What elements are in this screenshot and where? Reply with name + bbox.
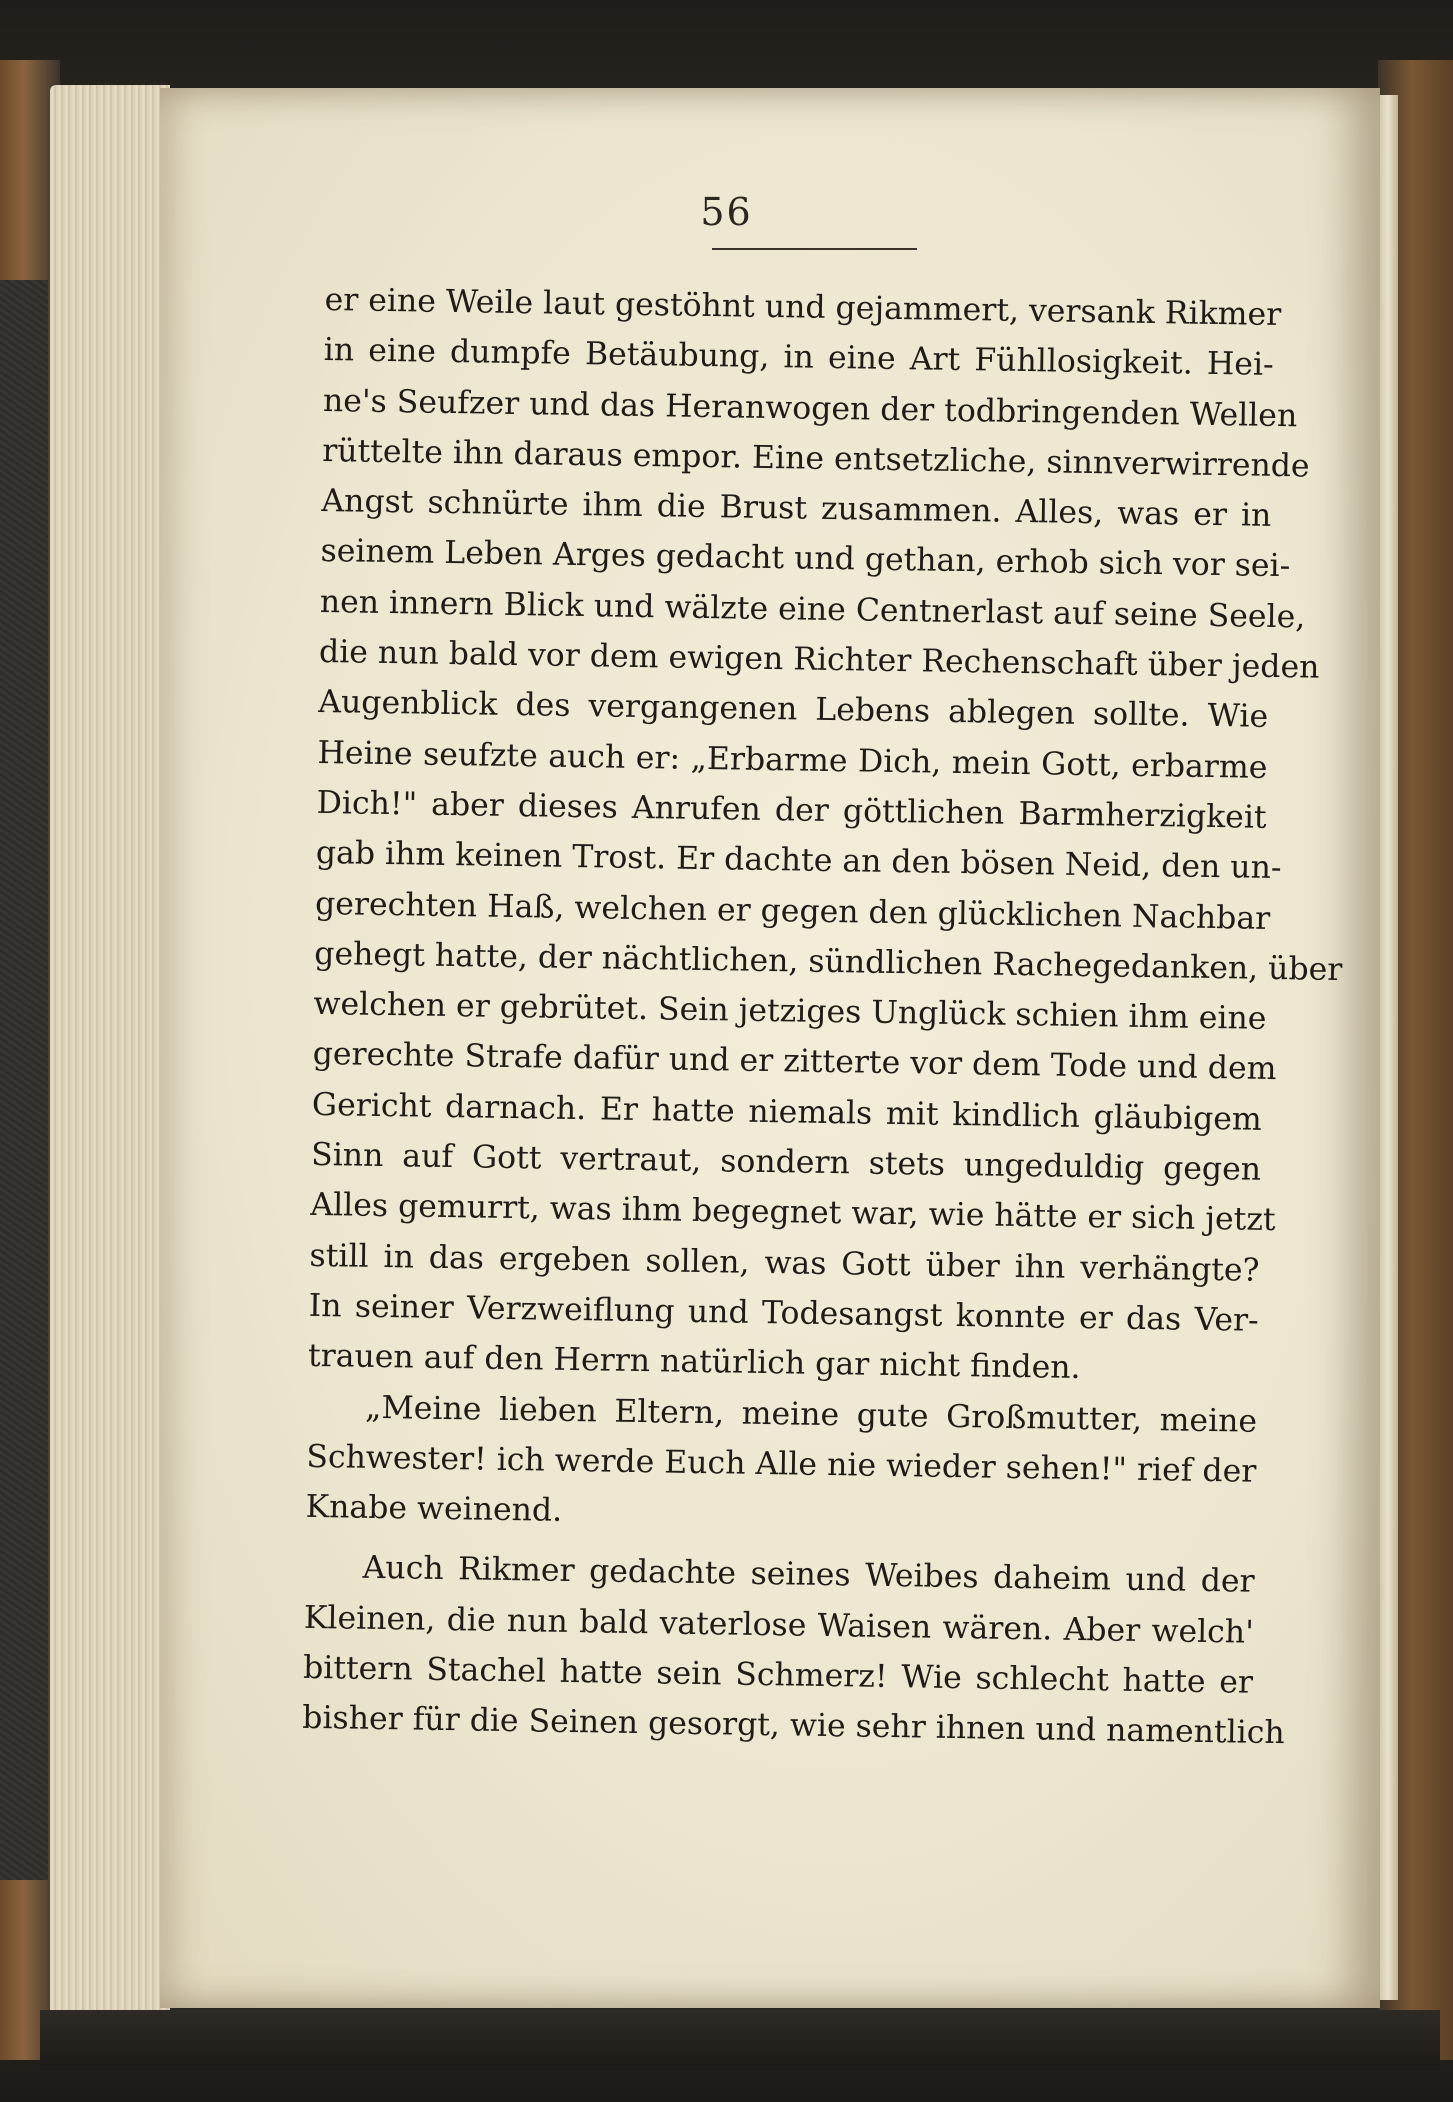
text-line: in eine dumpfe Betäubung, in eine Art Fühllosigkeit. Hei- bbox=[323, 332, 1274, 384]
text-line: bittern Stachel hatte sein Schmerz! Wie schlecht hatte er bbox=[302, 1649, 1254, 1701]
header-rule bbox=[712, 248, 917, 250]
text-line: Augenblick des vergangenen Lebens ablegen sollte. Wie bbox=[318, 684, 1269, 736]
text-line: trauen auf den Herrn natürlich gar nicht finden. bbox=[307, 1338, 1081, 1387]
text-line: gerechte Strafe dafür und er zitterte vor dem Tode und dem bbox=[312, 1036, 1277, 1088]
text-line: Sinn auf Gott vertraut, sondern stets ungeduldig gegen bbox=[310, 1136, 1262, 1188]
text-line: seinem Leben Arges gedacht und gethan, erhob sich vor sei- bbox=[320, 533, 1291, 585]
text-line: gerechten Haß, welchen er gegen den glücklichen Nachbar bbox=[314, 885, 1271, 937]
text-line: gab ihm keinen Trost. Er dachte an den bösen Neid, den un- bbox=[315, 835, 1282, 887]
text-line: er eine Weile laut gestöhnt und gejammert, versank Rikmer bbox=[324, 281, 1282, 334]
text-line: die nun bald vor dem ewigen Richter Rechenschaft über jeden bbox=[318, 634, 1320, 686]
text-line: Schwester! ich werde Euch Alle nie wieder sehen!" rief der bbox=[306, 1438, 1257, 1490]
text-line: nen innern Blick und wälzte eine Centnerlast auf seine Seele, bbox=[319, 583, 1306, 636]
text-line: Dich!" aber dieses Anrufen der göttlichen Barmherzigkeit bbox=[316, 784, 1267, 836]
text-line: gehegt hatte, der nächtlichen, sündlichen Rachegedanken, über bbox=[314, 935, 1343, 988]
text-line: still in das ergeben sollen, was Gott über ihn verhängte? bbox=[309, 1237, 1260, 1289]
text-line: In seiner Verzweiflung und Todesangst konnte er das Ver- bbox=[308, 1287, 1259, 1339]
cover-cloth bbox=[0, 280, 48, 1880]
facing-page-edge bbox=[1378, 95, 1398, 2000]
text-line: Angst schnürte ihm die Brust zusammen. Alles, was er in bbox=[321, 483, 1272, 535]
book-bottom-board bbox=[40, 2010, 1440, 2070]
text-line: Alles gemurrt, was ihm begegnet war, wie hätte er sich jetzt bbox=[310, 1187, 1276, 1239]
text-line: welchen er gebrütet. Sein jetziges Unglück schien ihm eine bbox=[313, 986, 1267, 1038]
text-line: Auch Rikmer gedachte seines Weibes daheim und der bbox=[362, 1550, 1255, 1601]
text-line: Kleinen, die nun bald vaterlose Waisen wären. Aber welch' bbox=[303, 1599, 1255, 1651]
page-edges bbox=[50, 85, 170, 2015]
text-line: ne's Seufzer und das Heranwogen der todbringenden Wellen bbox=[322, 382, 1298, 434]
text-line: „Meine lieben Eltern, meine gute Großmutter, meine bbox=[364, 1389, 1258, 1440]
text-line: Heine seufzte auch er: „Erbarme Dich, mein Gott, erbarme bbox=[317, 734, 1268, 786]
text-line: Knabe weinend. bbox=[305, 1488, 563, 1529]
text-line: bisher für die Seinen gesorgt, wie sehr ihnen und namentlich bbox=[302, 1700, 1285, 1752]
page-number: 56 bbox=[700, 190, 753, 234]
text-line: Gericht darnach. Er hatte niemals mit kindlich gläubigem bbox=[311, 1086, 1263, 1138]
text-line: rüttelte ihn daraus empor. Eine entsetzliche, sinnverwirrende bbox=[321, 432, 1310, 485]
body-text bbox=[302, 275, 1343, 1758]
